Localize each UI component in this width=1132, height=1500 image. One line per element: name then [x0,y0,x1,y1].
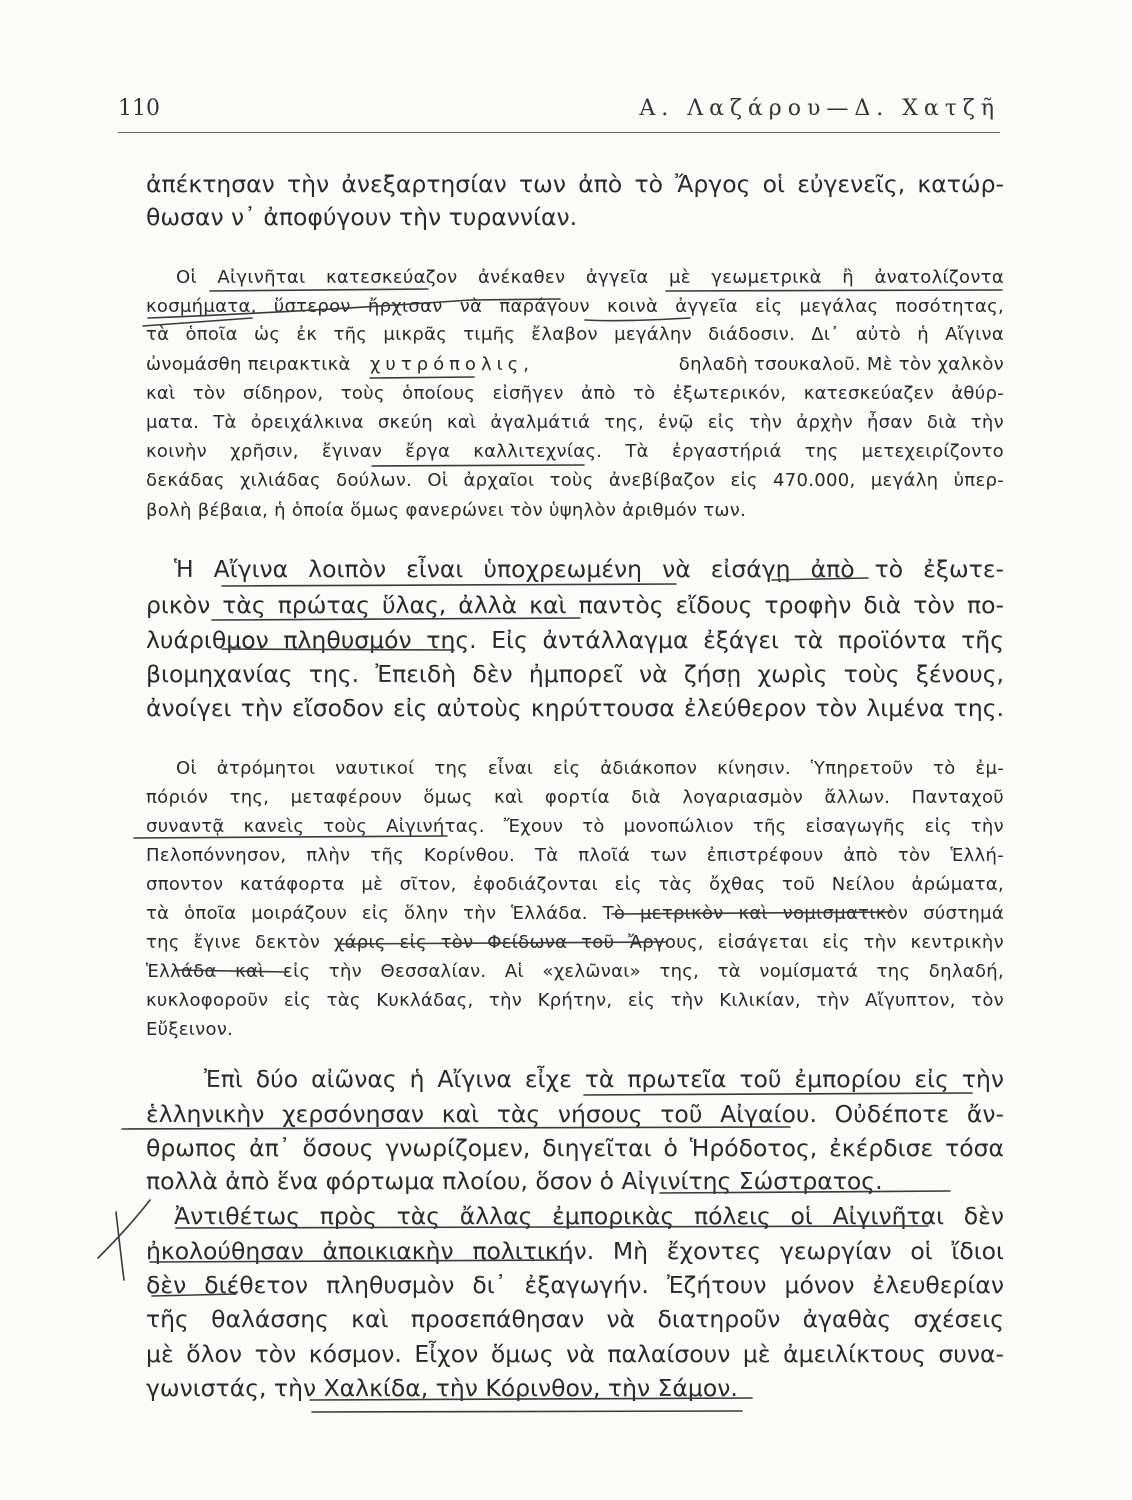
underline-mark [666,290,1002,291]
text-line: συναντᾷ κανεὶς τοὺς Αἰγινήτας. Ἔχουν τὸ μονοπώλιον τῆς εἰσαγωγῆς εἰς τὴν [146,816,1004,837]
underline-mark [222,584,676,586]
text-line: κοινὴν χρῆσιν, ἔγιναν ἔργα καλλιτεχνίας. Τὰ ἐργαστήριά της μετεχειρίζοντο [146,441,1004,462]
text-line: Εὔξεινον. [146,1019,234,1040]
underline-mark [312,1411,742,1412]
text-line: θρωπος ἀπ᾽ ὅσους γνωρίζομεν, διηγεῖται ὁ Ἡρόδοτος, ἐκέρδισε τόσα [146,1134,1004,1162]
text-line: Ἑλλάδα καὶ εἰς τὴν Θεσσαλίαν. Αἱ «χελῶναι» της, τὰ νομίσματά της δηλαδή, [146,961,1004,982]
text-line: πόριόν της, μεταφέρουν ὅμως καὶ φορτία διὰ λογαριασμὸν ἄλλων. Πανταχοῦ [146,787,1004,808]
page-number: 110 [118,96,160,121]
text-line: ἀνοίγει τὴν εἴσοδον εἰς αὐτοὺς κηρύττουσα ἐλεύθερον τὸν λιμένα της. [146,694,1004,722]
text-line: Πελοπόννησον, πλὴν τῆς Κορίνθου. Τὰ πλοῖά των ἐπιστρέφουν ἀπὸ τὸν Ἑλλή- [146,845,1004,866]
running-title: Α. Λαζάρου—Δ. Χατζῆ [639,96,1000,121]
text-line: τῆς θαλάσσης καὶ προσεπάθησαν νὰ διατηροῦν ἀγαθὰς σχέσεις [146,1305,1004,1333]
text-line: Οἱ ἀτρόμητοι ναυτικοί της εἶναι εἰς ἀδιάκοπον κίνησιν. Ὑπηρετοῦν τὸ ἐμ- [176,758,1004,779]
text-line: δηλαδὴ τσουκαλοῦ. Μὲ τὸν χαλκὸν [678,354,1004,375]
text-line: σποντον κατάφορτα μὲ σῖτον, ἐφοδιάζονται εἰς τὰς ὄχθας τοῦ Νείλου ἀρώματα, [146,874,1004,895]
text-line: δὲν διέθετον πληθυσμὸν δι᾽ ἐξαγωγήν. Ἐζήτουν μόνον ἐλευθερίαν [146,1271,1004,1299]
text-line: ρικὸν τὰς πρώτας ὕλας, ἀλλὰ καὶ παντὸς εἴδους τροφὴν διὰ τὸν πο- [146,591,1004,619]
text-line: γωνιστάς, τὴν Χαλκίδα, τὴν Κόρινθον, τὴν Σάμον. [146,1374,738,1402]
header-rule [118,132,1000,133]
text-line: της ἔγινε δεκτὸν χάρις εἰς τὸν Φείδωνα τοῦ Ἄργους, εἰσάγεται εἰς τὴν κεντρικὴν [146,932,1004,953]
text-line: μὲ ὅλον τὸν κόσμον. Εἶχον ὅμως νὰ παλαίσουν μὲ ἀμειλίκτους συνα- [146,1340,1004,1368]
text-line: βολὴ βέβαια, ἡ ὁποία ὅμως φανερώνει τὸν ὑψηλὸν ἀριθμόν των. [146,500,747,521]
text-line: ὠνομάσθη πειρακτικὰ [146,354,351,375]
text-line: καὶ τὸν σίδηρον, τοὺς ὁποίους εἰσῆγεν ἀπὸ τὸ ἐξωτερικόν, κατεσκεύαζεν ἀθύρ- [146,383,1004,404]
text-line: πολλὰ ἀπὸ ἕνα φόρτωμα πλοίου, ὅσον ὁ Αἰγινίτης Σώστρατος. [146,1167,883,1195]
text-line: Ἡ Αἴγινα λοιπὸν εἶναι ὑποχρεωμένη νὰ εἰσάγῃ ἀπὸ τὸ ἐξωτε- [174,555,1004,583]
text-line: δεκάδας χιλιάδας δούλων. Οἱ ἀρχαῖοι τοὺς ἀνεβίβαζον εἰς 470.000, μεγάλη ὑπερ- [146,470,1004,491]
text-line: ἠκολούθησαν ἀποικιακὴν πολιτικήν. Μὴ ἔχοντες γεωργίαν οἱ ἴδιοι [146,1237,1004,1265]
text-line: θωσαν ν᾽ ἀποφύγουν τὴν τυραννίαν. [146,203,578,231]
text-line: Οἱ Αἰγινῆται κατεσκεύαζον ἀνέκαθεν ἀγγεῖα μὲ γεωμετρικὰ ἢ ἀνατολίζοντα [176,267,1004,288]
text-line: λυάριθμον πληθυσμόν της. Εἰς ἀντάλλαγμα ἐξάγει τὰ προϊόντα τῆς [146,626,1004,654]
spaced-word: χυτρόπολις, [370,354,534,375]
underline-mark [584,1093,972,1095]
text-line: ἀπέκτησαν τὴν ἀνεξαρτησίαν των ἀπὸ τὸ Ἄργος οἱ εὐγενεῖς, κατώρ- [146,170,1004,198]
text-line: Ἀντιθέτως πρὸς τὰς ἄλλας ἐμπορικὰς πόλεις οἱ Αἰγινῆται δὲν [174,1202,1004,1230]
underline-mark [370,377,474,378]
margin-cross-mark [116,1212,124,1280]
text-line: ματα. Τὰ ὀρειχάλκινα σκεύη καὶ ἀγαλμάτιά της, ἐνῷ εἰς τὴν ἀρχὴν ἦσαν διὰ τὴν [146,412,1004,433]
text-line: βιομηχανίας της. Ἐπειδὴ δὲν ἠμπορεῖ νὰ ζήσῃ χωρὶς τοὺς ξένους, [146,660,1004,688]
underline-mark [210,289,428,291]
text-line: ἑλληνικὴν χερσόνησαν καὶ τὰς νήσους τοῦ Αἰγαίου. Οὐδέποτε ἄν- [146,1100,1004,1128]
text-line: τὰ ὁποῖα ὡς ἐκ τῆς μικρᾶς τιμῆς ἔλαβον μεγάλην διάδοσιν. Δι᾽ αὐτὸ ἡ Αἴγινα [146,324,1004,345]
text-line: κοσμήματα, ὕστερον ἤρχισαν νὰ παράγουν κοινὰ ἀγγεῖα εἰς μεγάλας ποσότητας, [146,296,1004,317]
underline-mark [372,465,584,466]
text-line: Ἐπὶ δύο αἰῶνας ἡ Αἴγινα εἶχε τὰ πρωτεῖα τοῦ ἐμπορίου εἰς τὴν [204,1065,1004,1093]
underline-mark [585,318,690,321]
text-line: κυκλοφοροῦν εἰς τὰς Κυκλάδας, τὴν Κρήτην, εἰς τὴν Κιλικίαν, τὴν Αἴγυπτον, τὸν [146,990,1004,1011]
text-line: τὰ ὁποῖα μοιράζουν εἰς ὅλην τὴν Ἑλλάδα. Τὸ μετρικὸν καὶ νομισματικὸν σύστημά [146,903,1004,924]
margin-cross-mark [98,1200,150,1258]
